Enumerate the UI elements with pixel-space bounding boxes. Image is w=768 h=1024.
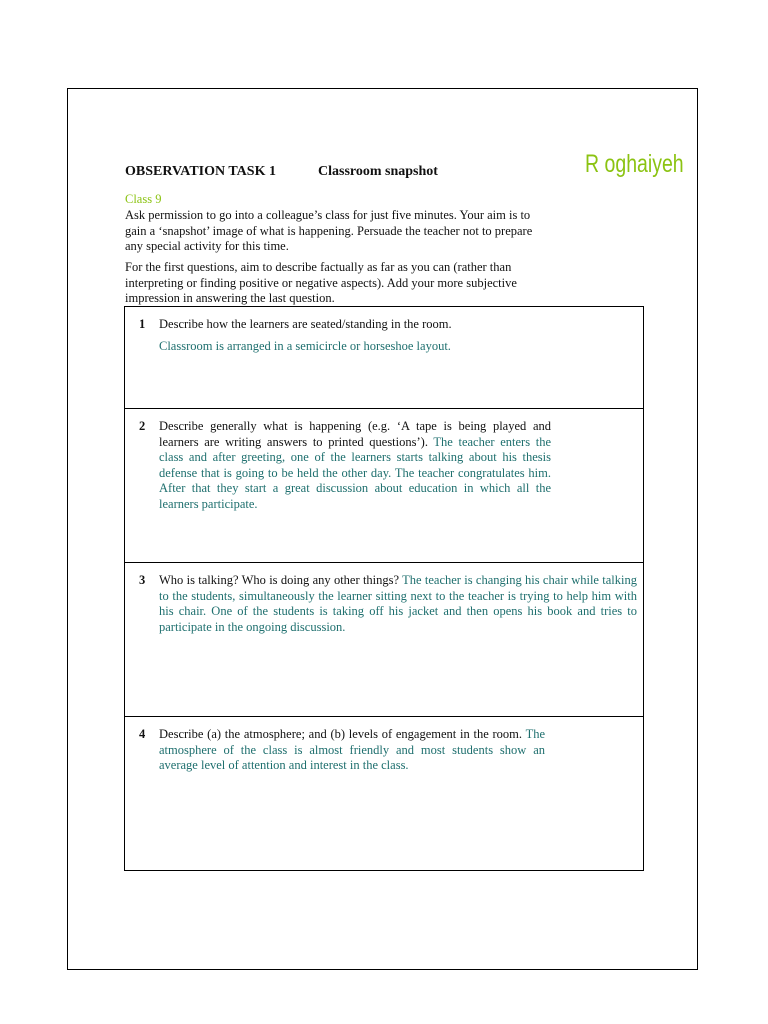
author-name: R oghaiyeh [585,150,684,178]
question-row-1 [125,307,644,409]
question-answer: The teacher is changing his chair while talking to the students, simultaneously the learner sitting next to the teacher is trying to help him with his chair. One of the students is taking off his jacket and then opens his book and tries to participate in the ongoing discussion. [159,573,637,634]
question-number: 1 [139,317,146,331]
task-subtitle: Classroom snapshot [318,164,438,179]
question-prompt: Describe how the learners are seated/standing in the room. [159,317,452,331]
question-prompt: Who is talking? Who is doing any other things? [159,573,403,587]
questions-table [124,306,644,871]
question-answer: The atmosphere of the class is almost friendly and most students show an average level of attention and interest in the class. [159,727,545,773]
question-number: 3 [139,573,146,587]
task-title: OBSERVATION TASK 1 [125,164,276,179]
class-label: Class 9 [125,192,162,206]
intro-paragraph-1: Ask permission to go into a colleague’s class for just five minutes. Your aim is to gain a ‘snapshot’ image of what is happening. Persuade the teacher not to prepare any special activity for this time. [125,208,533,253]
question-answer: The teacher enters the class and after greeting, one of the learners starts talking about his thesis defense that is going to be held the other day. The teacher congratulates him. After that they start a great discussion about education in which all the learners participate. [159,434,551,511]
question-prompt: Describe generally what is happening (e.g. ‘A tape is being played and learners are writing answers to printed questions’). [159,419,551,449]
question-number: 2 [139,419,146,433]
question-row-4 [125,717,644,871]
intro-paragraph-2: For the first questions, aim to describe factually as far as you can (rather than interpreting or finding positive or negative aspects). Add your more subjective impression in answering the last question. [125,260,517,305]
question-prompt: Describe (a) the atmosphere; and (b) levels of engagement in the room. [159,727,526,741]
question-row-3 [125,563,644,717]
question-answer: Classroom is arranged in a semicircle or horseshoe layout. [159,338,451,353]
question-number: 4 [139,727,146,741]
question-row-2 [125,409,644,563]
